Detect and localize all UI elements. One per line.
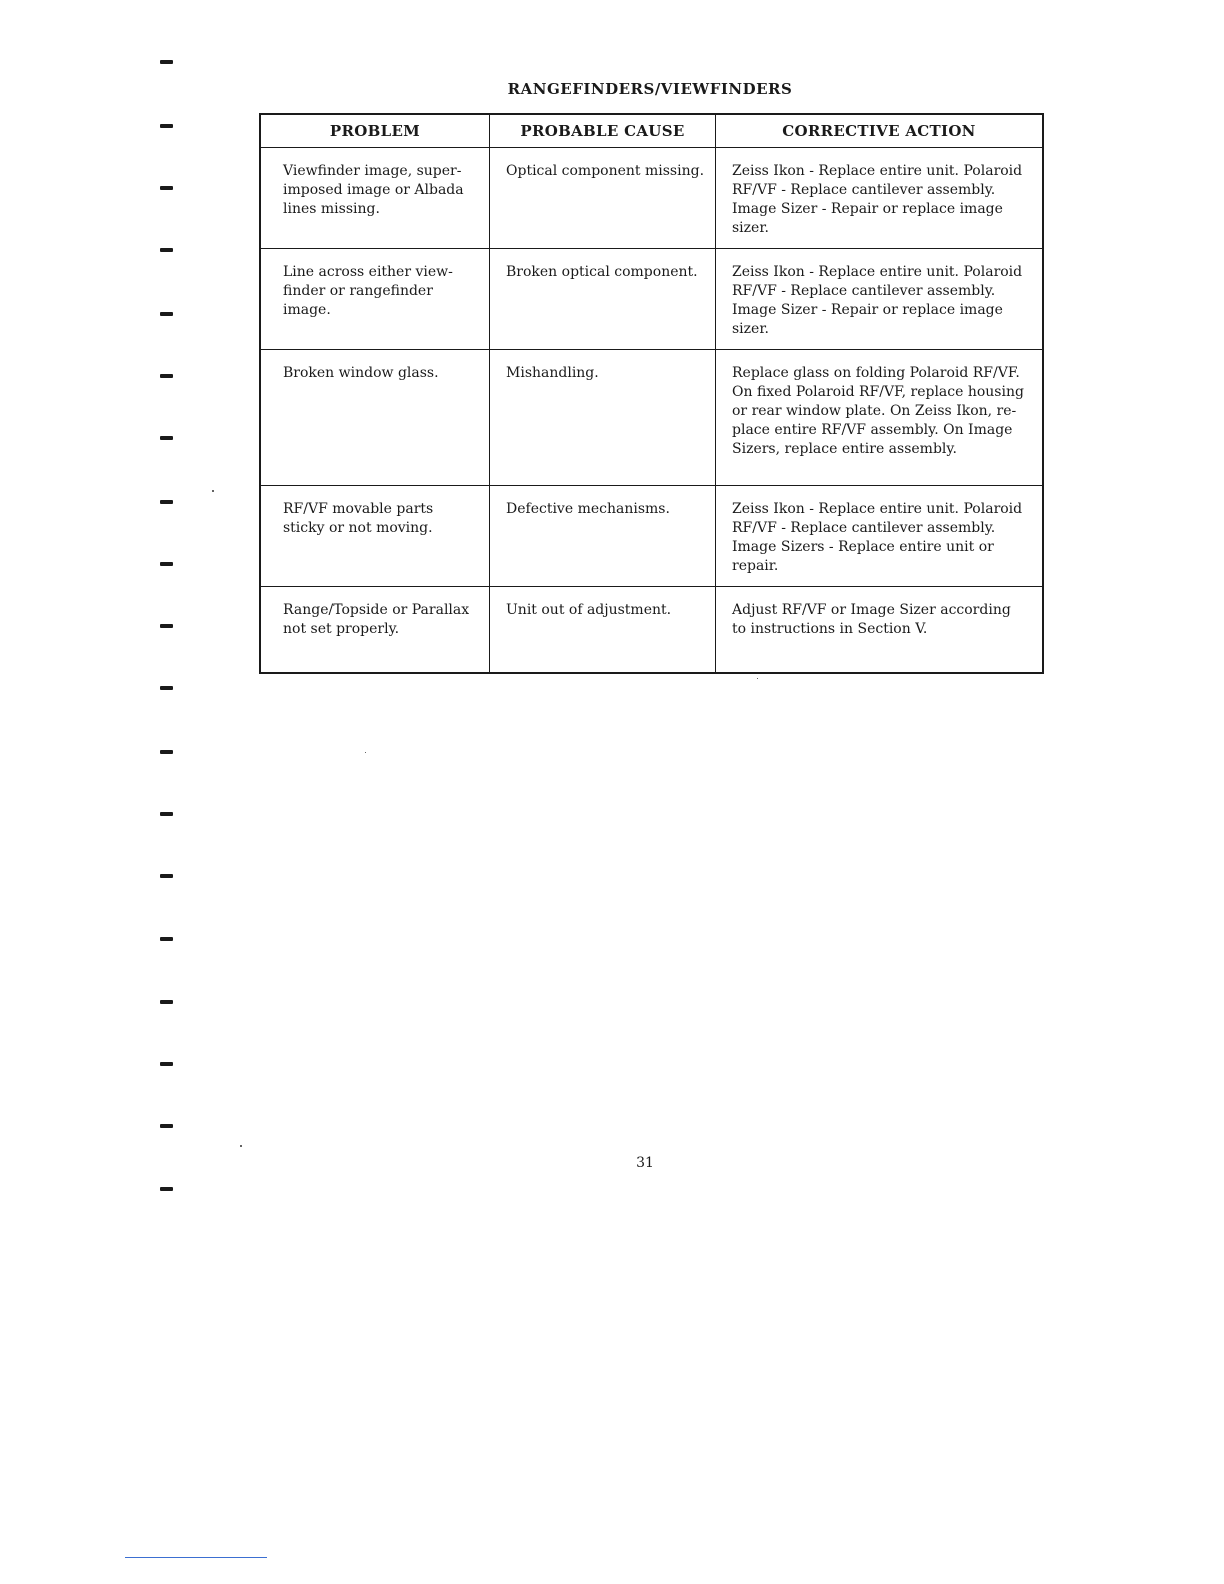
text-line: sticky or not moving. xyxy=(283,520,433,536)
header-probable-cause: PROBABLE CAUSE xyxy=(490,114,716,148)
cause-text xyxy=(490,148,715,191)
scan-speck xyxy=(365,752,366,753)
margin-mark xyxy=(160,436,173,440)
margin-mark xyxy=(160,60,173,64)
text-line: Viewfinder image, super- xyxy=(283,163,462,179)
text-line: Sizers, replace entire assembly. xyxy=(732,441,957,457)
table-row xyxy=(260,350,1043,486)
text-line: Line across either view- xyxy=(283,264,453,280)
header-corrective-action: CORRECTIVE ACTION xyxy=(716,114,1044,148)
text-line: Range/Topside or Parallax xyxy=(283,602,470,618)
text-line: imposed image or Albada xyxy=(283,182,464,198)
problem-text xyxy=(261,350,489,393)
cause-text xyxy=(490,350,715,393)
action-cell xyxy=(716,350,1044,486)
text-line: Image Sizers - Replace entire unit or repair. xyxy=(732,539,994,574)
problem-text xyxy=(261,486,489,548)
table-row xyxy=(260,486,1043,587)
problem-cell xyxy=(260,486,490,587)
text-line: finder or rangefinder image. xyxy=(283,283,433,318)
text-line: Unit out of adjustment. xyxy=(506,602,672,618)
text-line: RF/VF - Replace cantilever assembly. xyxy=(732,520,996,536)
margin-mark xyxy=(160,750,173,754)
text-line: to instructions in Section V. xyxy=(732,621,928,637)
margin-mark xyxy=(160,874,173,878)
margin-mark xyxy=(160,500,173,504)
margin-mark xyxy=(160,1000,173,1004)
text-line: Optical component missing. xyxy=(506,163,705,179)
text-line: Broken window glass. xyxy=(283,365,439,381)
margin-mark xyxy=(160,562,173,566)
margin-mark xyxy=(160,937,173,941)
margin-mark xyxy=(160,1062,173,1066)
text-line: Defective mechanisms. xyxy=(506,501,670,517)
text-line: or rear window plate. On Zeiss Ikon, re- xyxy=(732,403,1017,419)
scan-speck xyxy=(757,678,758,679)
problem-text xyxy=(261,587,489,649)
text-line: lines missing. xyxy=(283,201,380,217)
text-line: not set properly. xyxy=(283,621,400,637)
table-header-row xyxy=(260,114,1043,148)
action-cell xyxy=(716,486,1044,587)
margin-mark xyxy=(160,124,173,128)
scan-speck xyxy=(212,490,214,492)
margin-mark xyxy=(160,624,173,628)
text-line: Adjust RF/VF or Image Sizer according xyxy=(732,602,1011,618)
action-cell xyxy=(716,587,1044,674)
table-row xyxy=(260,587,1043,674)
action-cell xyxy=(716,148,1044,249)
text-line: Image Sizer - Repair or replace image sizer. xyxy=(732,302,1003,337)
cause-cell xyxy=(490,148,716,249)
text-line: Mishandling. xyxy=(506,365,599,381)
problem-text xyxy=(261,249,489,330)
scan-speck xyxy=(240,1145,242,1147)
text-line: Zeiss Ikon - Replace entire unit. Polaroid xyxy=(732,264,1023,280)
troubleshooting-table xyxy=(259,113,1044,674)
text-line: Zeiss Ikon - Replace entire unit. Polaroid xyxy=(732,501,1023,517)
text-line: Image Sizer - Repair or replace image sizer. xyxy=(732,201,1003,236)
cause-text xyxy=(490,587,715,630)
text-line: RF/VF - Replace cantilever assembly. xyxy=(732,283,996,299)
text-line: On fixed Polaroid RF/VF, replace housing xyxy=(732,384,1024,400)
action-text xyxy=(716,148,1042,248)
action-text xyxy=(716,587,1042,649)
page-number: 31 xyxy=(636,1155,654,1171)
cause-cell xyxy=(490,350,716,486)
table-row xyxy=(260,249,1043,350)
action-text xyxy=(716,350,1042,469)
bottom-rule xyxy=(125,1557,267,1558)
margin-mark xyxy=(160,312,173,316)
text-line: RF/VF - Replace cantilever assembly. xyxy=(732,182,996,198)
action-text xyxy=(716,486,1042,586)
margin-mark xyxy=(160,1187,173,1191)
problem-cell xyxy=(260,148,490,249)
problem-cell xyxy=(260,350,490,486)
problem-cell xyxy=(260,587,490,674)
text-line: Broken optical component. xyxy=(506,264,698,280)
problem-text xyxy=(261,148,489,229)
margin-mark xyxy=(160,1124,173,1128)
problem-cell xyxy=(260,249,490,350)
margin-mark xyxy=(160,248,173,252)
page-title: RANGEFINDERS/VIEWFINDERS xyxy=(507,80,793,98)
action-text xyxy=(716,249,1042,349)
margin-mark xyxy=(160,186,173,190)
action-cell xyxy=(716,249,1044,350)
cause-cell xyxy=(490,486,716,587)
cause-cell xyxy=(490,249,716,350)
cause-text xyxy=(490,249,715,292)
header-problem: PROBLEM xyxy=(260,114,490,148)
margin-mark xyxy=(160,812,173,816)
margin-mark xyxy=(160,686,173,690)
text-line: Zeiss Ikon - Replace entire unit. Polaroid xyxy=(732,163,1023,179)
table-row xyxy=(260,148,1043,249)
margin-mark xyxy=(160,374,173,378)
text-line: Replace glass on folding Polaroid RF/VF. xyxy=(732,365,1020,381)
text-line: place entire RF/VF assembly. On Image xyxy=(732,422,1013,438)
cause-text xyxy=(490,486,715,529)
cause-cell xyxy=(490,587,716,674)
text-line: RF/VF movable parts xyxy=(283,501,434,517)
